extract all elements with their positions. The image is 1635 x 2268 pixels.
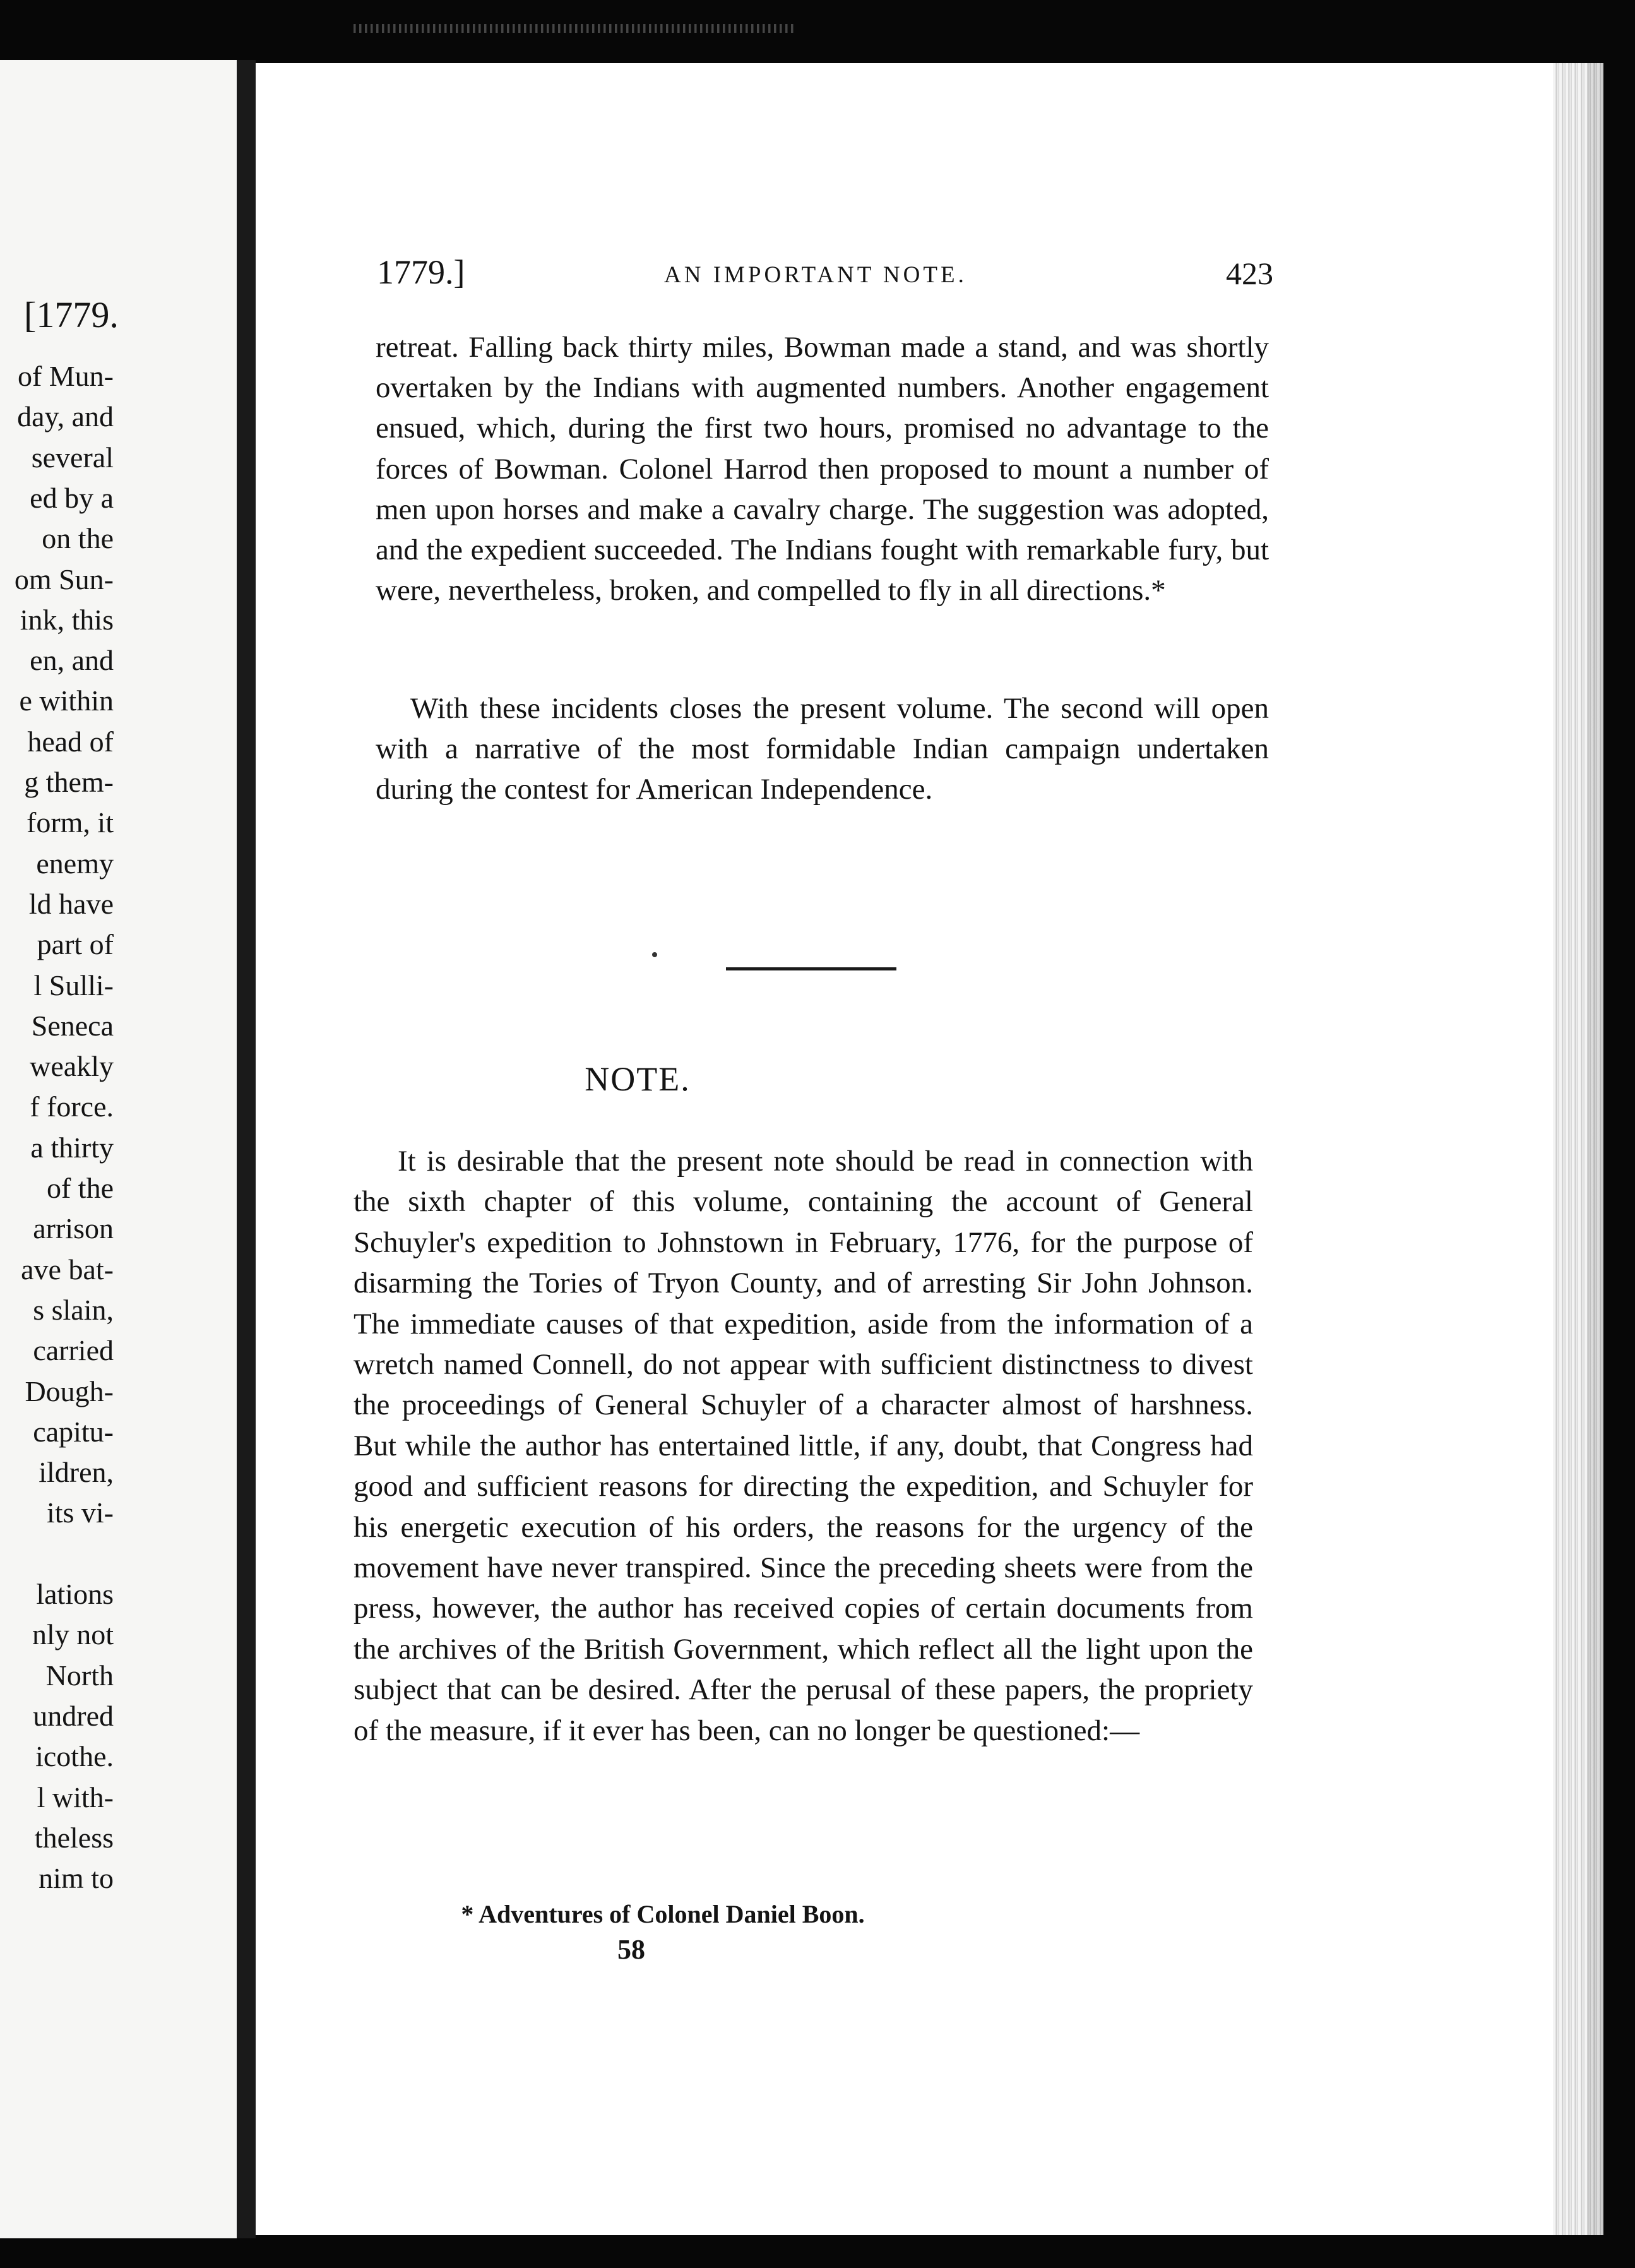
left-page-line: carried [33, 1334, 114, 1367]
left-page-running-head: [1779. [24, 294, 119, 335]
left-page-line: en, and [30, 644, 114, 677]
left-page-line: capitu- [33, 1415, 114, 1448]
paragraph-retreat: retreat. Falling back thirty miles, Bowman made a stand, and was shortly overtaken by the Indians with augmented numbers. Another engagement ensued, which, during the first two hours, promised no advantage to the forces of Bowman. Colonel Harrod then proposed to mount a number of men upon horses and make a cavalry charge. The suggestion was adopted, and the expedient succeeded. The Indians fought with remarkable fury, but were, nevertheless, broken, and compelled to fly in all directions.* [376, 331, 1269, 607]
paragraph-closing: With these incidents closes the present volume. The second will open with a narrative of the most formidable Indian campaign undertaken during the contest for American Independence. [376, 692, 1269, 806]
left-page-line: f force. [30, 1090, 114, 1123]
left-page-line: of the [46, 1172, 114, 1204]
note-paragraph: It is desirable that the present note should be read in connection with the sixth chapter of this volume, containing the account of General Schuyler's expedition to Johnstown in February, 1776, for the purpose of disarming the Tories of Tryon County, and of arresting Sir John Johnson. The immediate causes of that expedition, aside from the information of a wretch named Connell, do not appear with sufficient distinctness to divest the proceedings of General Schuyler of a character almost of harshness. But while the author has entertained little, if any, doubt, that Congress had good and sufficient reasons for directing the expedition, and Schuyler for his energetic execution of his orders, the reasons for the urgency of the movement have never transpired. Since the preceding sheets were from the press, however, the author has received copies of certain documents from the archives of the British Government, which reflect all the light upon the subject that can be desired. After the perusal of these papers, the propriety of the measure, if it ever has been, can no longer be questioned:— [354, 1145, 1253, 1747]
note-heading-row [0, 1059, 1635, 1099]
left-page-line: ildren, [39, 1456, 114, 1489]
footnote-row [0, 1899, 1635, 1929]
left-page-line: g them- [24, 766, 114, 798]
left-page-line: a thirty [30, 1131, 114, 1164]
left-page-line: icothe. [35, 1740, 114, 1773]
ink-speck [652, 952, 657, 957]
left-page-line: undred [33, 1699, 114, 1732]
page-number: 423 [1226, 256, 1273, 291]
left-page-line: ld have [28, 887, 114, 920]
left-page-line: weakly [30, 1050, 114, 1083]
running-head-year: 1779.] [377, 253, 465, 291]
left-page-line: several [31, 441, 114, 474]
left-page-line: part of [37, 928, 114, 961]
left-page-line: form, it [27, 806, 114, 839]
left-page-line: ink, this [20, 603, 114, 636]
signature-mark: 58 [617, 1934, 645, 1965]
left-page-line: l with- [37, 1781, 114, 1813]
left-page-line: om Sun- [14, 563, 114, 595]
left-page-line: head of [27, 725, 114, 758]
left-page-line: its vi- [46, 1496, 114, 1529]
left-page-line: enemy [36, 847, 114, 880]
left-page-line: l Sulli- [33, 969, 114, 1001]
section-divider-rule [726, 967, 896, 970]
left-page-line: North [45, 1659, 114, 1692]
left-page-line: Seneca [31, 1009, 114, 1042]
left-page-line: nim to [39, 1862, 114, 1895]
running-head [377, 253, 1273, 297]
footnote: * Adventures of Colonel Daniel Boon. [461, 1900, 865, 1928]
scan-artifact-strip [354, 24, 795, 33]
left-page-line: on the [42, 522, 114, 555]
left-page-line: arrison [33, 1212, 114, 1245]
running-head-title: AN IMPORTANT NOTE. [664, 262, 967, 288]
left-page-line: of Mun- [17, 360, 114, 392]
note-heading: NOTE. [585, 1060, 691, 1098]
left-page-line: ed by a [30, 481, 114, 514]
left-page-line: lations [36, 1578, 114, 1610]
left-page-line: Dough- [25, 1375, 114, 1407]
left-page-line: nly not [32, 1618, 114, 1651]
left-page-line: s slain, [33, 1293, 114, 1326]
left-page-line: theless [34, 1821, 114, 1854]
left-page-line: day, and [17, 400, 114, 433]
left-page-line: ave bat- [21, 1253, 114, 1286]
left-page-line: e within [19, 684, 114, 717]
signature-row [0, 1933, 1635, 1966]
